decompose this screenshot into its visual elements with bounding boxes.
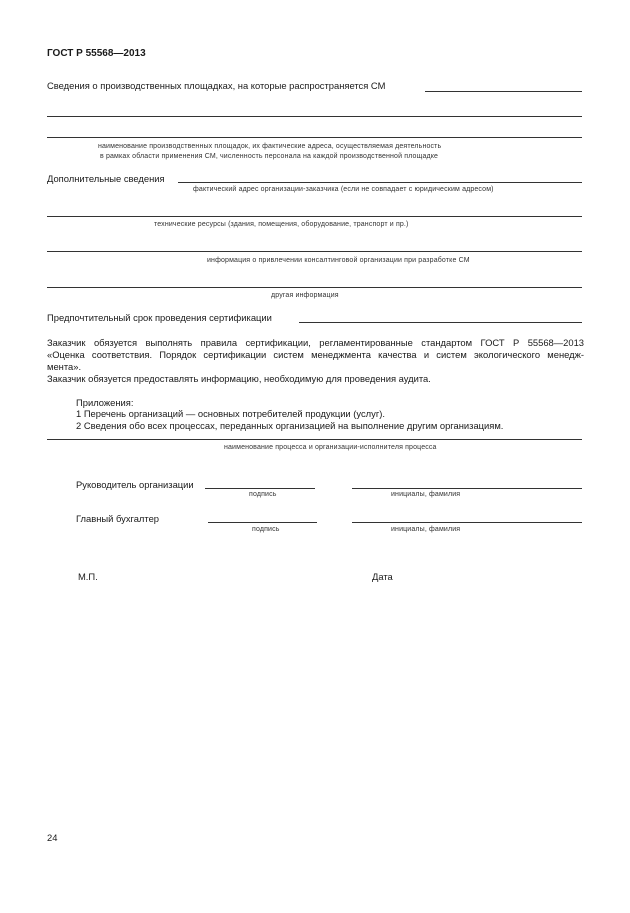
accountant-signature-field[interactable] xyxy=(208,522,317,523)
additional-info-label: Дополнительные сведения xyxy=(47,173,165,184)
appendix-item-2: 2 Сведения обо всех процессах, переданных организацией на выполнение другим организациям. xyxy=(76,420,504,431)
consulting-field[interactable] xyxy=(47,251,582,252)
date-label: Дата xyxy=(372,571,393,582)
other-info-caption: другая информация xyxy=(271,292,339,299)
obligations-line-1: Заказчик обязуется выполнять правила сертификации, регламентированные стандартом ГОСТ Р 55568—2013 xyxy=(47,337,584,348)
accountant-name-caption: инициалы, фамилия xyxy=(391,526,461,533)
actual-address-field[interactable] xyxy=(178,182,582,183)
obligations-line-4: Заказчик обязуется предоставлять информацию, необходимую для проведения аудита. xyxy=(47,373,431,384)
actual-address-caption: фактический адрес организации-заказчика (если не совпадает с юридическим адресом) xyxy=(193,186,494,193)
certification-term-field[interactable] xyxy=(299,322,582,323)
production-sites-line-3[interactable] xyxy=(47,137,582,138)
accountant-signature-caption: подпись xyxy=(252,526,280,533)
other-info-field[interactable] xyxy=(47,287,582,288)
production-sites-field[interactable] xyxy=(425,91,582,92)
chief-accountant-label: Главный бухгалтер xyxy=(76,513,160,524)
process-field[interactable] xyxy=(47,439,582,440)
production-sites-caption-1: наименование производственных площадок, их фактические адреса, осуществляемая деятельность xyxy=(98,143,442,150)
production-sites-label: Сведения о производственных площадках, на которые распространяется СМ xyxy=(47,80,386,91)
head-name-caption: инициалы, фамилия xyxy=(391,491,461,498)
production-sites-caption-2: в рамках области применения СМ, численность персонала на каждой производственной площадке xyxy=(100,153,439,160)
document-code: ГОСТ Р 55568—2013 xyxy=(47,48,146,59)
consulting-caption: информация о привлечении консалтинговой организации при разработке СМ xyxy=(207,257,470,264)
page-number: 24 xyxy=(47,832,58,843)
obligations-line-2: «Оценка соответствия. Порядок сертификации систем менеджмента качества и систем экологического менедж- xyxy=(47,349,584,360)
head-signature-field[interactable] xyxy=(205,488,315,489)
production-sites-line-2[interactable] xyxy=(47,116,582,117)
stamp-label: М.П. xyxy=(78,571,98,582)
technical-resources-field[interactable] xyxy=(47,216,582,217)
appendix-item-1: 1 Перечень организаций — основных потребителей продукции (услуг). xyxy=(76,408,385,419)
process-caption: наименование процесса и организации-исполнителя процесса xyxy=(224,444,437,451)
accountant-name-field[interactable] xyxy=(352,522,582,523)
head-name-field[interactable] xyxy=(352,488,582,489)
obligations-line-3: мента». xyxy=(47,361,82,372)
head-signature-caption: подпись xyxy=(249,491,277,498)
technical-resources-caption: технические ресурсы (здания, помещения, оборудование, транспорт и пр.) xyxy=(154,221,409,228)
head-of-organization-label: Руководитель организации xyxy=(76,479,194,490)
appendices-title: Приложения: xyxy=(76,397,134,408)
certification-term-label: Предпочтительный срок проведения сертификации xyxy=(47,312,272,323)
